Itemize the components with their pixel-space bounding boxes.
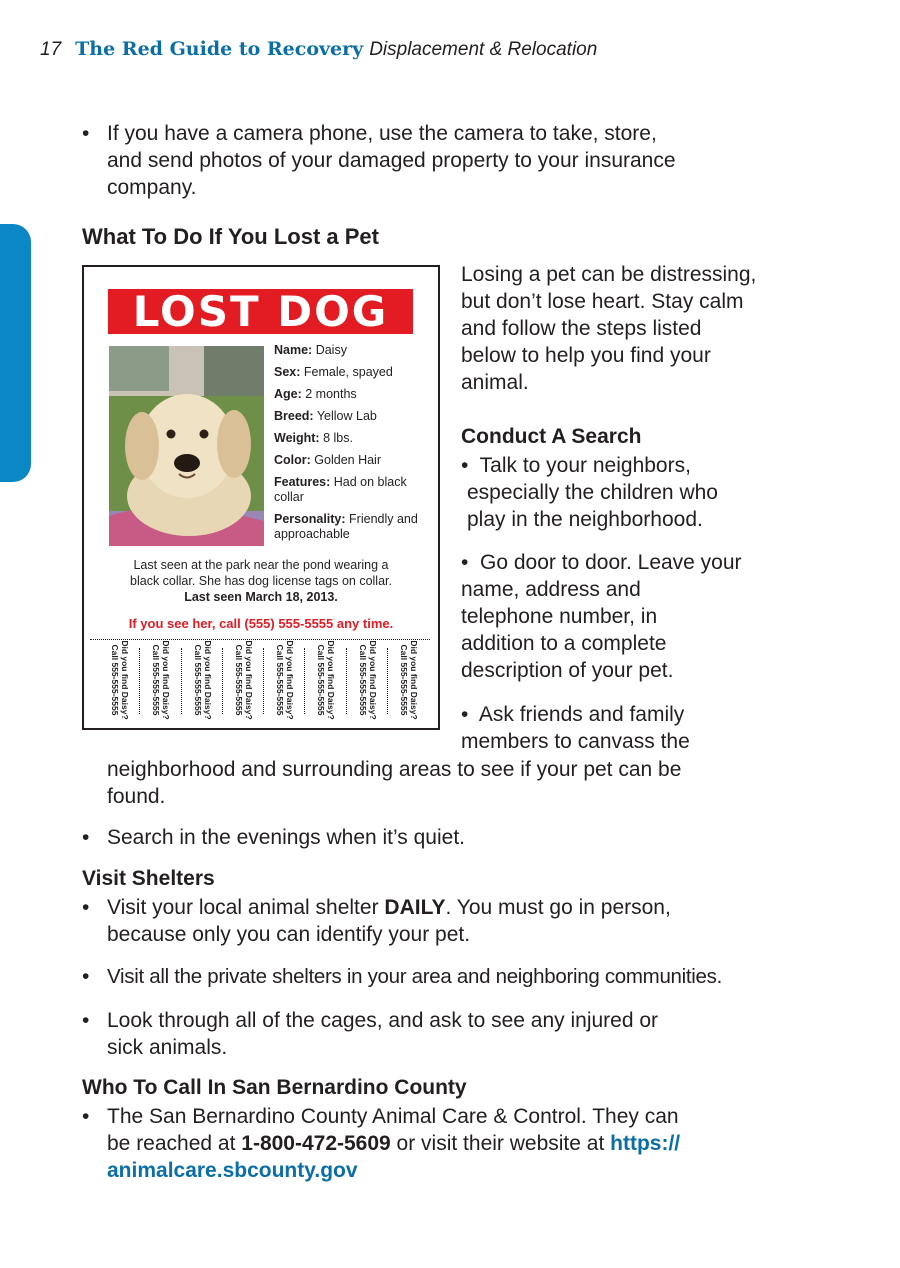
visit-shelters-heading: Visit Shelters (82, 867, 215, 890)
text-line: be reached at 1-800-472-5609 or visit their website at https:// (107, 1132, 681, 1155)
last-seen: Last seen March 18, 2013. (184, 590, 338, 604)
detail-breed: Breed: Yellow Lab (274, 409, 377, 423)
text-line: animal. (461, 371, 529, 394)
poster-call-to-action: If you see her, call (555) 555-5555 any time. (128, 616, 394, 631)
website-link[interactable]: https:// (610, 1132, 681, 1155)
tear-off-tab (141, 640, 181, 720)
lost-dog-poster (82, 265, 440, 730)
desc-line: Last seen at the park near the pond wearing a (133, 558, 389, 572)
list-item (461, 549, 791, 684)
tab-separator (387, 648, 388, 714)
poster-description (94, 557, 428, 605)
page-header (40, 38, 597, 61)
text-line: addition to a complete (461, 632, 667, 655)
tab-separator (181, 648, 182, 714)
poster-banner: LOST DOG (108, 289, 413, 334)
tab-text (193, 640, 213, 719)
bullet-icon: • (82, 896, 90, 919)
tab-line: Call 555-555-5555 (192, 644, 203, 716)
puppy-photo (109, 346, 264, 546)
text-line: company. (107, 176, 197, 199)
tear-off-tab (389, 640, 429, 720)
conduct-search-heading: Conduct A Search (461, 425, 642, 448)
website-link[interactable]: animalcare.sbcounty.gov (107, 1159, 358, 1182)
bullet-icon: • (82, 122, 90, 145)
text-line: neighborhood and surrounding areas to see if your pet can be (107, 758, 682, 781)
text-line: Visit all the private shelters in your area and neighboring communities. (107, 965, 723, 988)
tab-line: Call 555-555-5555 (275, 644, 285, 716)
tab-text (399, 640, 419, 719)
text-line: telephone number, in (461, 605, 658, 628)
text-line: and follow the steps listed (461, 317, 702, 340)
tab-line: Call 555-555-5555 (110, 644, 120, 716)
list-item (461, 452, 791, 533)
tear-off-tab (100, 640, 140, 720)
tab-line: Did you find Daisy? (326, 640, 337, 720)
text-line: Look through all of the cages, and ask to see any injured or (107, 1009, 659, 1032)
tab-separator (263, 648, 264, 714)
tab-line: Did you find Daisy? (202, 640, 213, 720)
list-item (82, 963, 802, 990)
tab-line: Call 555-555-5555 (398, 644, 409, 716)
text-line: Losing a pet can be distressing, (461, 263, 757, 286)
tear-off-tab (265, 640, 305, 720)
text-line: members to canvass the (461, 730, 690, 753)
guide-title: The Red Guide to Recovery (75, 38, 364, 60)
text-line: sick animals. (107, 1036, 228, 1059)
tab-separator (304, 648, 305, 714)
tab-separator (346, 648, 347, 714)
text-line: • Go door to door. Leave your (461, 551, 742, 574)
tear-off-line (90, 639, 430, 640)
tab-line: Did you find Daisy? (120, 640, 130, 720)
detail-name: Name: Daisy (274, 343, 347, 357)
detail-features: Features: Had on black collar (274, 475, 407, 504)
desc-line: black collar. She has dog license tags on collar. (130, 574, 392, 588)
detail-weight: Weight: 8 lbs. (274, 431, 353, 445)
side-section-tab (0, 224, 31, 482)
tab-line: Call 555-555-5555 (233, 644, 244, 716)
bullet-icon: • (82, 826, 90, 849)
detail-personality: Personality: Friendly and approachable (274, 512, 418, 541)
list-item (82, 120, 762, 201)
text-line: below to help you find your (461, 344, 711, 367)
tab-line: Did you find Daisy? (243, 640, 254, 720)
tear-off-tabs (100, 640, 430, 724)
bullet-icon: • (82, 1009, 90, 1032)
text-line: and send photos of your damaged property to your insurance (107, 149, 676, 172)
tab-text (151, 640, 171, 719)
text-line: especially the children who (467, 481, 718, 504)
list-item (82, 894, 802, 948)
tab-line: Did you find Daisy? (408, 640, 419, 720)
text-line: Search in the evenings when it’s quiet. (107, 826, 466, 849)
text-line: description of your pet. (461, 659, 674, 682)
tab-line: Call 555-555-5555 (357, 644, 368, 716)
bullet-icon: • (82, 1105, 90, 1128)
list-item (82, 1103, 802, 1184)
tab-separator (139, 648, 140, 714)
pet-details (274, 343, 434, 549)
bullet-icon: • (461, 703, 469, 726)
lost-pet-intro (461, 261, 791, 396)
tear-off-tab (224, 640, 264, 720)
text-line: If you have a camera phone, use the camera to take, store, (107, 122, 657, 145)
tab-text (316, 640, 336, 719)
phone-number: 1-800-472-5609 (241, 1132, 391, 1155)
list-item (82, 1007, 802, 1061)
text-line: Visit your local animal shelter DAILY. You must go in person, (107, 896, 671, 919)
text-line: because only you can identify your pet. (107, 923, 471, 946)
bullet-icon: • (461, 454, 469, 477)
text-line: The San Bernardino County Animal Care & Control. They can (107, 1105, 679, 1128)
text-line: but don’t lose heart. Stay calm (461, 290, 744, 313)
text-line: name, address and (461, 578, 641, 601)
tab-text (234, 640, 254, 719)
detail-sex: Sex: Female, spayed (274, 365, 393, 379)
list-item (461, 701, 791, 755)
tear-off-tab (183, 640, 223, 720)
text-line: • Talk to your neighbors, (461, 454, 691, 477)
tab-line: Call 555-555-5555 (316, 644, 327, 716)
tab-line: Call 555-555-5555 (151, 644, 162, 716)
tear-off-tab (348, 640, 388, 720)
tear-off-tab (306, 640, 346, 720)
tab-separator (222, 648, 223, 714)
tab-text (275, 640, 295, 719)
tab-text (110, 640, 130, 719)
tab-line: Did you find Daisy? (285, 640, 295, 720)
detail-age: Age: 2 months (274, 387, 357, 401)
list-item (82, 824, 782, 851)
lost-pet-heading: What To Do If You Lost a Pet (82, 224, 379, 249)
tab-line: Did you find Daisy? (161, 640, 172, 720)
bullet-icon: • (82, 965, 90, 988)
text-line: • Ask friends and family (461, 703, 685, 726)
list-item-continued (107, 756, 807, 810)
who-to-call-heading: Who To Call In San Bernardino County (82, 1076, 467, 1099)
text-line: play in the neighborhood. (467, 508, 703, 531)
tab-text (358, 640, 378, 719)
detail-color: Color: Golden Hair (274, 453, 381, 467)
tab-line: Did you find Daisy? (367, 640, 378, 720)
text-line: found. (107, 785, 166, 808)
section-title: Displacement & Relocation (369, 39, 598, 60)
bullet-icon: • (461, 551, 469, 574)
page-number: 17 (40, 39, 62, 60)
